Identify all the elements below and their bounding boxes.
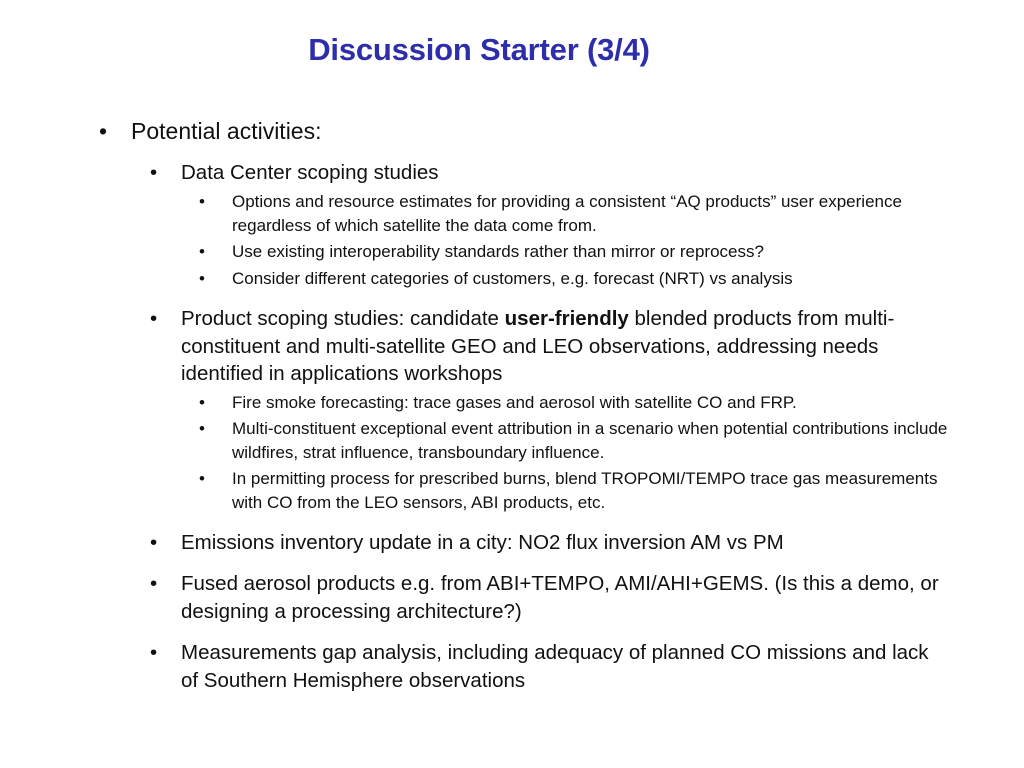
list-item-emissions [150, 529, 941, 557]
bullet: • [199, 242, 205, 261]
list-item-potential-activities [99, 116, 931, 146]
bullet: • [150, 531, 158, 554]
item-text: Measurements gap analysis, including adequacy of planned CO missions and lack of Southern Hemisphere observations [181, 641, 929, 692]
slide-title: Discussion Starter (3/4) [308, 32, 650, 67]
bullet: • [99, 118, 108, 144]
list-item-prescribed-burns [199, 467, 952, 514]
item-text: Consider different categories of customers, e.g. forecast (NRT) vs analysis [232, 269, 793, 288]
list-item-interoperability [199, 240, 952, 264]
list-item-data-center [150, 159, 941, 187]
list-item-fire-smoke [199, 391, 952, 415]
item-text: Use existing interoperability standards rather than mirror or reprocess? [232, 242, 764, 261]
item-text-after: blended products from multi-constituent and multi-satellite GEO and LEO observations, addressing needs identified in applications workshops [181, 307, 895, 385]
list-item-fused-aerosol [150, 570, 941, 625]
list-item-options-estimates [199, 190, 952, 237]
item-text: Potential activities: [131, 118, 322, 144]
bullet: • [199, 192, 205, 211]
list-item-customer-categories [199, 267, 952, 291]
item-text: Fused aerosol products e.g. from ABI+TEMPO, AMI/AHI+GEMS. (Is this a demo, or designing a processing architecture?) [181, 572, 939, 623]
bullet: • [150, 641, 158, 664]
bullet: • [150, 307, 158, 330]
bullet: • [199, 469, 205, 488]
list-item-product-scoping [150, 305, 941, 388]
bullet: • [199, 393, 205, 412]
item-text: Options and resource estimates for providing a consistent “AQ products” user experience regardless of which satellite the data come from. [232, 192, 902, 235]
list-item-event-attribution [199, 417, 952, 464]
item-text: Multi-constituent exceptional event attribution in a scenario when potential contributions include wildfires, strat influence, transboundary influence. [232, 419, 948, 462]
bullet: • [199, 419, 205, 438]
item-text: Emissions inventory update in a city: NO2 flux inversion AM vs PM [181, 531, 784, 554]
item-text-emphasis: user-friendly [504, 307, 629, 330]
item-text: Data Center scoping studies [181, 161, 439, 184]
item-text: Fire smoke forecasting: trace gases and aerosol with satellite CO and FRP. [232, 393, 797, 412]
bullet: • [150, 572, 158, 595]
item-text: In permitting process for prescribed burns, blend TROPOMI/TEMPO trace gas measurements with CO from the LEO sensors, ABI products, etc. [232, 469, 938, 512]
bullet: • [150, 161, 158, 184]
item-text-before: Product scoping studies: candidate [181, 307, 505, 330]
list-item-gap-analysis [150, 639, 941, 694]
bullet: • [199, 269, 205, 288]
